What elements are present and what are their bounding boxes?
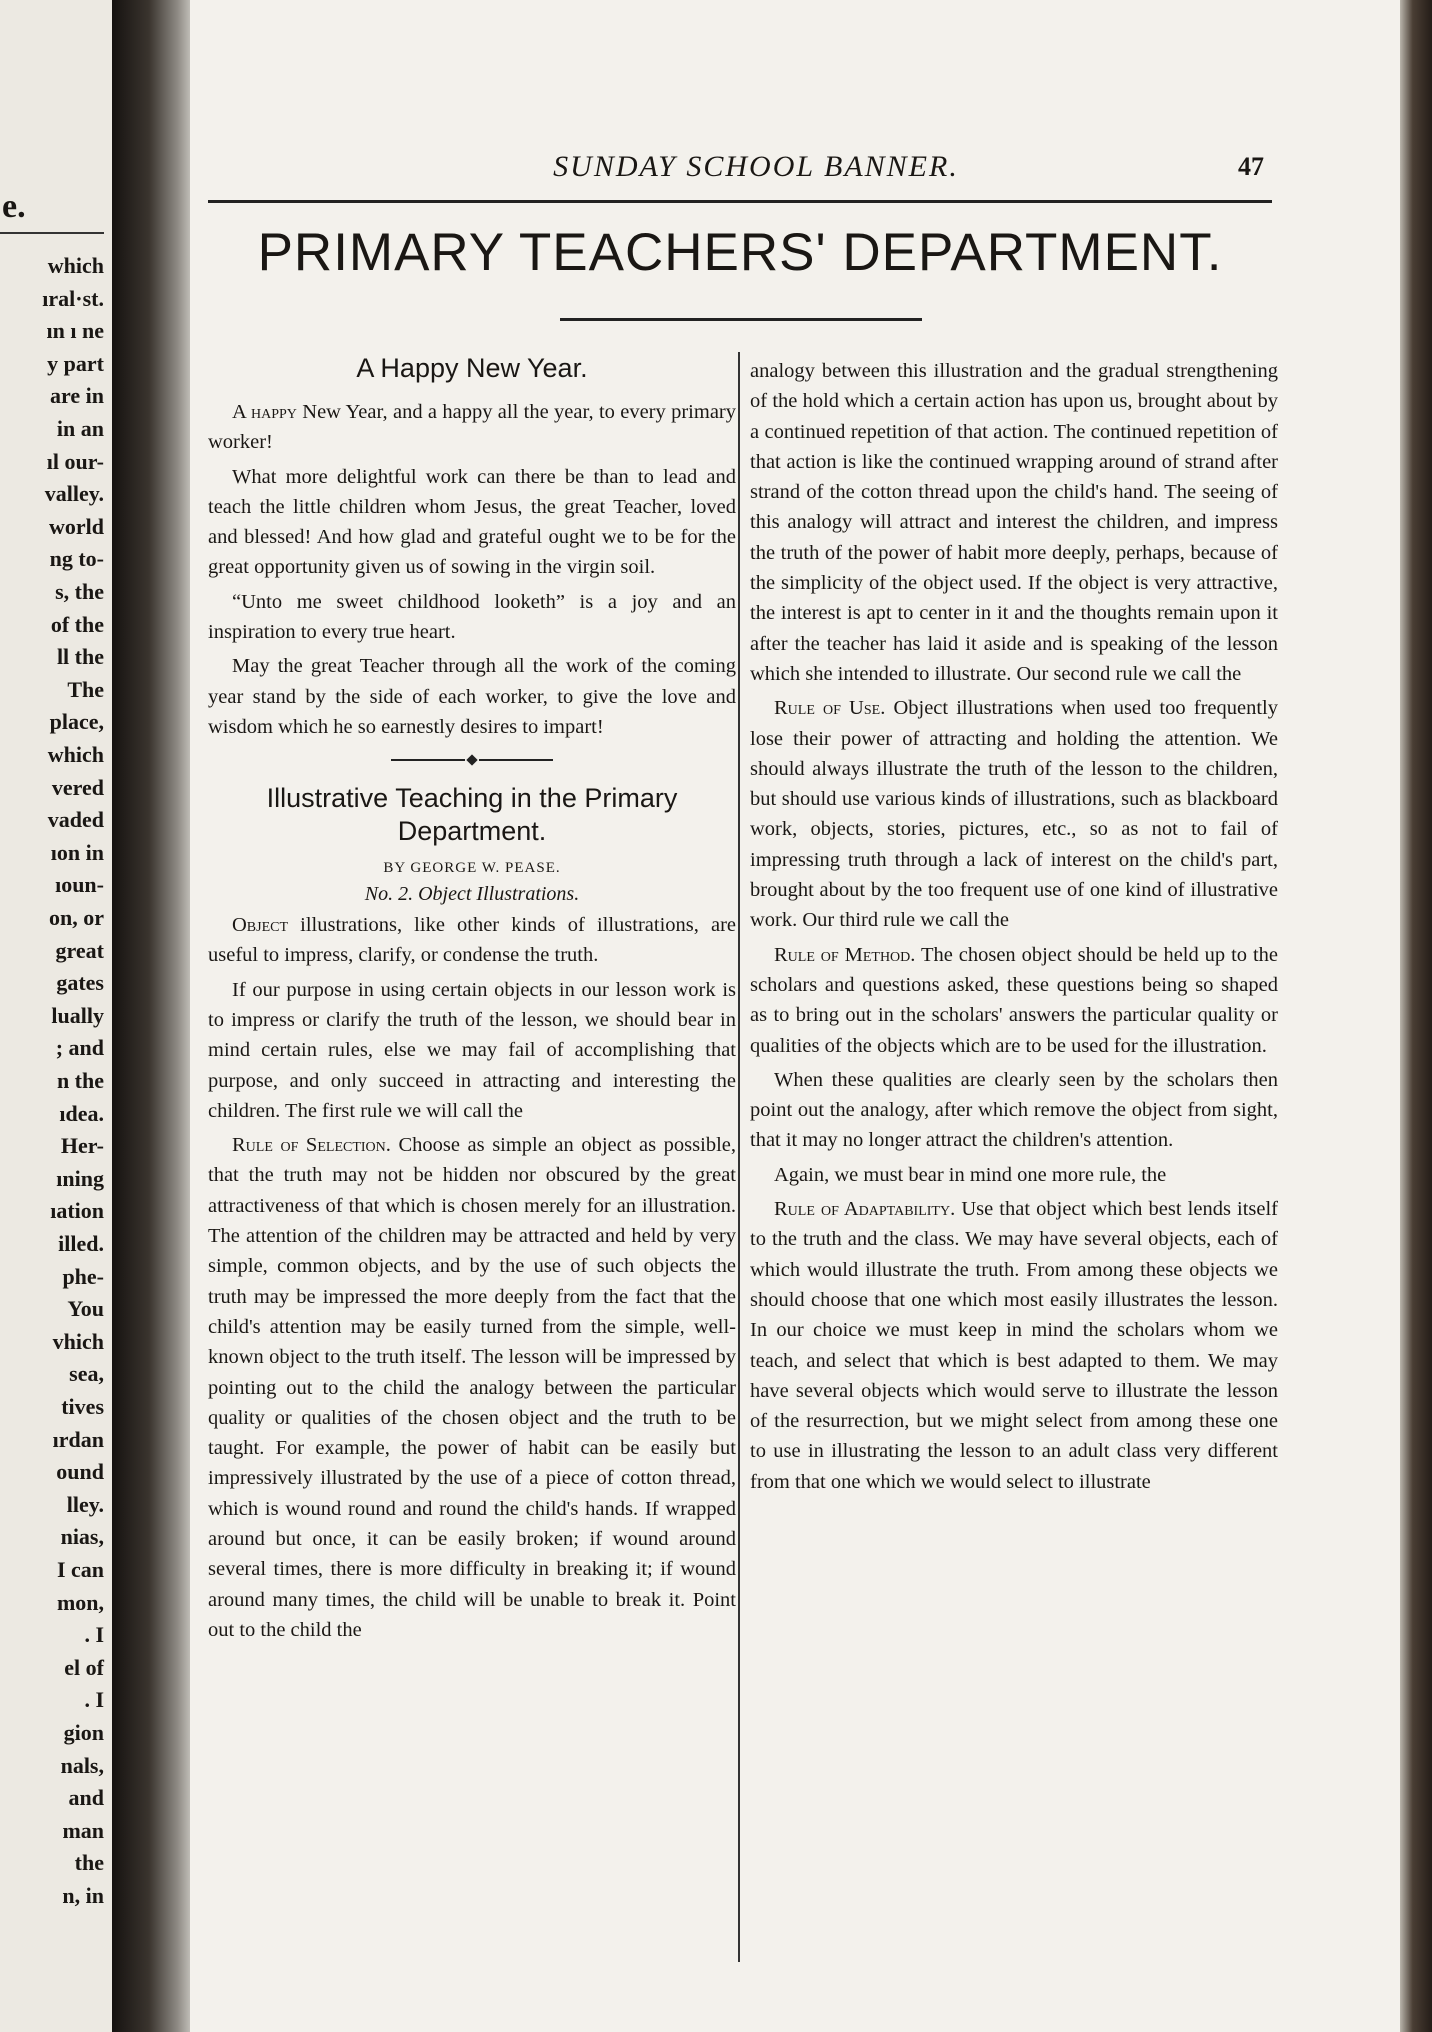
paragraph (750, 940, 1278, 1061)
article-body-right (750, 356, 1278, 1497)
adjacent-text-line: ng to- (49, 546, 104, 572)
adjacent-text-line: ıoun- (55, 872, 104, 898)
adjacent-text-line: ; and (55, 1035, 104, 1061)
adjacent-text-line: I can (56, 1557, 104, 1582)
adjacent-text-line: vaded (47, 807, 104, 833)
adjacent-text-line: ırdan (52, 1426, 104, 1452)
running-head: SUNDAY SCHOOL BANNER. (553, 150, 959, 183)
paragraph (750, 356, 1278, 689)
header-rule (208, 200, 1272, 203)
adjacent-text-line: ıning (56, 1165, 104, 1191)
adjacent-text-line: sea, (69, 1361, 104, 1387)
adjacent-text-line: s, the (55, 579, 104, 604)
article-title-illustrative-teaching: Illustrative Teaching in the Primary Department. (266, 783, 678, 847)
adjacent-text-line: and (68, 1785, 104, 1811)
paragraph-text: May the great Teacher through all the work of the coming year stand by the side of each worker, to give the love and wisdom which he so earnestly desires to impart! (208, 655, 736, 738)
paragraph-lead: Rule of Selection. (232, 1134, 391, 1157)
adjacent-text-line: illed. (58, 1231, 104, 1256)
adjacent-text-line: are in (50, 383, 104, 409)
paragraph-text: Use that object which best lends itself to the truth and the class. We may have several objects, each of which would illustrate the truth. From among these objects we should choose that one which most easily illustrates the lesson. In our choice we must keep in mind the scholars whom we teach, and select that which is best adapted to them. We may have several objects which would serve to illustrate the lesson of the resurrection, but we might select from among these one to use in illustrating the lesson to an adult class very different from that one which we would select to illustrate (750, 1198, 1279, 1493)
byline: BY GEORGE W. PEASE. (383, 860, 561, 877)
adjacent-text-line: You (67, 1296, 104, 1322)
adjacent-text-line: on, or (49, 905, 104, 930)
adjacent-text-line: ıral·st. (42, 285, 104, 311)
paragraph-text: If our purpose in using certain objects in our lesson work is to impress or clarify the truth of the lesson, we should bear in mind certain rules, else we may fail of accomplishing that purpose, and only succeed in attracting and interesting the children. The first rule we will call the (208, 978, 736, 1122)
page-number: 47 (1238, 152, 1264, 181)
article-body-happy-new-year (208, 397, 736, 742)
adjacent-page-strip (0, 0, 112, 2032)
adjacent-text-line: ıon in (50, 839, 104, 865)
adjacent-text-line: lley. (66, 1491, 104, 1517)
paragraph (750, 1160, 1278, 1190)
paragraph-text: analogy between this illustration and the gradual strengthening of the hold which a certain action has upon us, brought about by a continued repetition of that action. The continued repetition of that action is like the continued wrapping around of strand after strand of the cotton thread upon the child's hand. The seeing of this analogy will attract and interest the children, and impress the truth of the power of habit more deeply, perhaps, because of the simplicity of the object used. If the object is very attractive, the interest is apt to center in it and the thoughts remain upon it after the teacher has laid it aside and is speaking of the lesson which she intended to illustrate. Our second rule we call the (750, 360, 1278, 685)
paragraph-lead: Object (232, 914, 289, 937)
adjacent-text-line: nias, (60, 1524, 104, 1550)
paragraph (208, 1130, 736, 1645)
adjacent-text-line: nals, (60, 1752, 104, 1778)
page-edge (1400, 0, 1432, 2032)
adjacent-text-line: which (47, 742, 104, 767)
adjacent-text-line: Her- (60, 1133, 104, 1159)
adjacent-text-line: man (62, 1817, 104, 1843)
adjacent-text-line: ıl our- (46, 448, 104, 474)
subhead: No. 2. Object Illustrations. (364, 883, 580, 906)
column-divider (738, 352, 740, 1962)
adjacent-text-line: mon, (56, 1589, 104, 1615)
section-divider (208, 756, 736, 764)
adjacent-text-line: ıdea. (59, 1100, 104, 1126)
adjacent-text-line: vered (51, 774, 104, 800)
right-column (750, 356, 1278, 1497)
adjacent-text-line: gates (56, 970, 104, 996)
adjacent-text-line: n the (56, 1068, 104, 1093)
paragraph (208, 587, 736, 648)
adjacent-text-line: ll the (56, 644, 104, 670)
paragraph-text: When these qualities are clearly seen by the scholars then point out the analogy, after which remove the object from sight, that it may no longer attract the children's attention. (750, 1068, 1278, 1152)
article-title-happy-new-year: A Happy New Year. (356, 353, 588, 383)
adjacent-text-line: of the (50, 611, 104, 637)
left-column (208, 352, 736, 1645)
adjacent-text-line: valley. (44, 481, 104, 507)
adjacent-text-line: ıation (50, 1198, 104, 1224)
adjacent-text-line: ound (56, 1459, 104, 1485)
adjacent-text-line: in an (56, 416, 104, 441)
paragraph-text: Again, we must bear in mind one more rule, the (774, 1163, 1167, 1186)
paragraph-lead: Rule of Adaptability. (774, 1198, 956, 1221)
ornament-diamond (466, 755, 477, 766)
paragraph (208, 651, 736, 742)
paragraph-text: New Year, and a happy all the year, to every primary worker! (208, 400, 736, 454)
adjacent-text-line: place, (49, 709, 104, 735)
adjacent-heading-fragment: e. (2, 188, 26, 225)
paragraph-lead: Rule of Use. (774, 697, 886, 720)
adjacent-text-line: The (67, 676, 104, 702)
adjacent-text-line: world (49, 513, 104, 539)
title-rule (560, 318, 922, 321)
adjacent-text-line: phe- (62, 1263, 104, 1289)
paragraph-text: The chosen object should be held up to the scholars and questions asked, these questions being so shaped as to bring out in the scholars' answers the particular quality or qualities of the objects which are to be used for the illustration. (750, 943, 1278, 1057)
adjacent-text-line: n, in (62, 1883, 104, 1908)
adjacent-text-line: tives (61, 1394, 104, 1419)
article-body-left (208, 910, 736, 1645)
adjacent-text-line: the (74, 1850, 104, 1876)
adjacent-text-line: which (47, 253, 104, 278)
adjacent-text-line: . I (84, 1687, 104, 1713)
adjacent-rule (0, 232, 104, 234)
paragraph (750, 1065, 1278, 1156)
paragraph (208, 397, 736, 458)
paragraph-lead: Rule of Method. (774, 943, 916, 966)
adjacent-text-line: . I (84, 1622, 104, 1648)
adjacent-text-line: el of (64, 1654, 104, 1680)
paragraph (750, 1194, 1278, 1497)
paragraph (750, 693, 1278, 935)
paragraph-text: “Unto me sweet childhood looketh” is a joy and an inspiration to every true heart. (208, 590, 736, 644)
paragraph-lead: A happy (232, 400, 297, 423)
adjacent-text-line: y part (47, 350, 104, 376)
department-title: PRIMARY TEACHERS' DEPARTMENT. (257, 223, 1223, 282)
paragraph (208, 975, 736, 1126)
adjacent-text-line: gion (63, 1720, 104, 1745)
book-gutter (112, 0, 194, 2032)
paragraph-text: Object illustrations when used too frequently lose their power of attracting and holding the attention. We should always illustrate the truth of the lesson to the children, but should use various kinds of illustrations, such as blackboard work, objects, stories, pictures, etc., so as not to fail of impressing truth through a lack of interest on the child's part, brought about by the too frequent use of one kind of illustrative work. Our third rule we call the (750, 697, 1278, 932)
paragraph (208, 462, 736, 583)
paragraph-text: illustrations, like other kinds of illustrations, are useful to impress, clarify, or condense the truth. (208, 914, 736, 967)
paragraph (208, 910, 736, 971)
paragraph-text: Choose as simple an object as possible, that the truth may not be hidden nor obscured by the great attractiveness of that which is chosen merely for an illustration. The attention of the children may be attracted and held by very simple, common objects, and by the use of such objects the truth may be impressed the more deeply from the fact that the child's attention may be easily turned from the simple, well-known object to the truth itself. The lesson will be impressed by pointing out to the child the analogy between the particular quality or qualities of the chosen object and the truth to be taught. For example, the power of habit can be easily but impressively illustrated by the use of a piece of cotton thread, which is wound round and round the child's hands. If wrapped around but once, it can be easily broken; if wound around several times, there is more difficulty in breaking it; if wound around many times, the child will be unable to break it. Point out to the child the (208, 1134, 736, 1641)
adjacent-text-line: great (55, 937, 104, 963)
adjacent-text-line: ın ı ne (46, 318, 104, 344)
paragraph-text: What more delightful work can there be than to lead and teach the little children whom Jesus, the great Teacher, loved and blessed! And how glad and grateful ought we to be for the great opportunity given us of sowing in the virgin soil. (208, 465, 736, 579)
adjacent-text-line: vhich (52, 1328, 104, 1354)
adjacent-text-line: lually (51, 1002, 104, 1028)
